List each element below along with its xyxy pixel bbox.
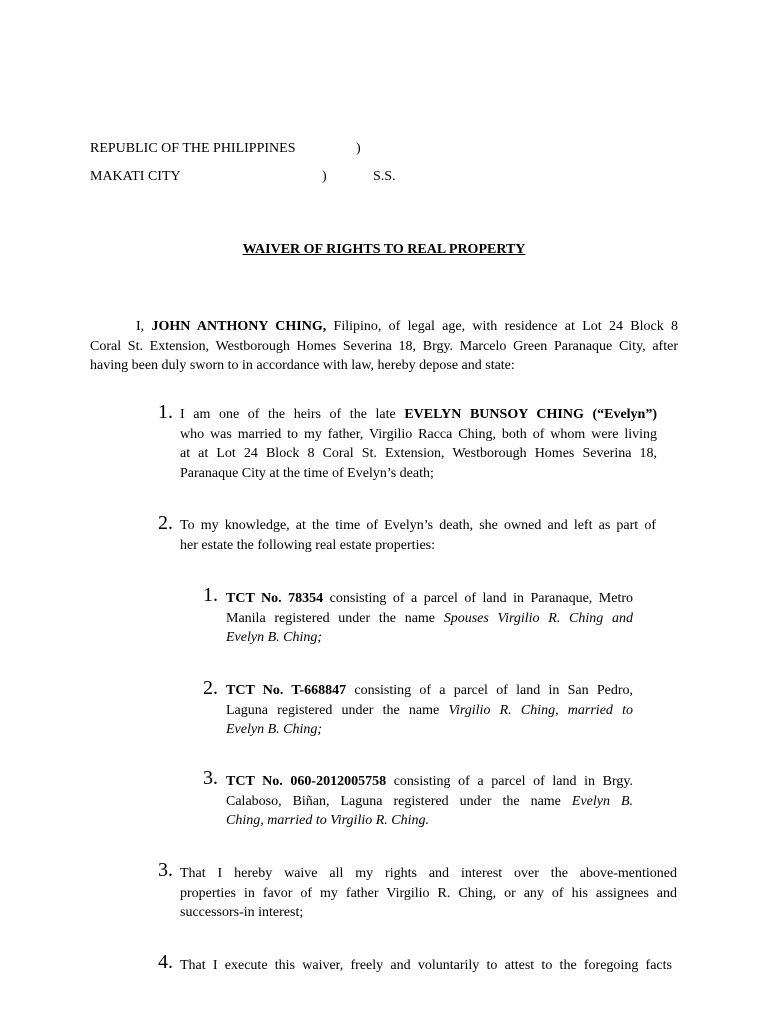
item-1-line-4: Paranaque City at the time of Evelyn’s death; (180, 465, 434, 481)
tct-number: TCT No. 060-2012005758 (226, 774, 387, 789)
subitem-1-line-1 (226, 589, 633, 609)
intro-prefix: I, (136, 319, 152, 334)
subitem-2-text (226, 681, 633, 740)
item-2-line-1: To my knowledge, at the time of Evelyn’s death, she owned and left as part of (180, 518, 656, 533)
affiant-name: JOHN ANTHONY CHING, (151, 319, 327, 334)
item-3-text (180, 864, 677, 923)
intro-line-3: having been duly sworn to in accordance with law, hereby depose and state: (90, 358, 515, 373)
subitem-3-line-1 (226, 772, 633, 792)
item-2-line-2: her estate the following real estate properties: (180, 537, 436, 553)
item-4-text (180, 956, 672, 976)
subitem-3-line-2 (226, 792, 633, 812)
item-1-line-1-pre: I am one of the heirs of the late (180, 407, 405, 422)
subitem-3-number: 3. (203, 767, 218, 789)
header-ss: S.S. (373, 169, 396, 184)
item-3-line-2: properties in favor of my father Virgilio R. Ching, or any of his assignees and (180, 885, 677, 901)
intro-paragraph (90, 317, 678, 376)
intro-line-1-rest: Filipino, of legal age, with residence at Lot 24 Block 8 (326, 319, 679, 334)
item-2-number: 2. (158, 512, 173, 534)
subitem-3-line-2-pre: Calaboso, Biñan, Laguna registered under the name (226, 793, 572, 809)
header-paren-2: ) (322, 169, 327, 184)
subitem-3-line-1-rest: consisting of a parcel of land in Brgy. (386, 774, 633, 789)
item-4-number: 4. (158, 951, 173, 973)
subitem-2-line-1-rest: consisting of a parcel of land in San Pedro, (346, 683, 633, 698)
item-1-text (180, 405, 657, 483)
subitem-2-line-2-pre: Laguna registered under the name (226, 702, 449, 718)
subitem-1-line-2 (226, 609, 633, 629)
tct-number: TCT No. 78354 (226, 591, 324, 606)
item-3-line-3: successors-in interest; (180, 905, 304, 920)
header-city: MAKATI CITY (90, 169, 181, 184)
item-1-line-3: at at Lot 24 Block 8 Coral St. Extension, Westborough Homes Severina 18, (180, 446, 657, 461)
subitem-1-line-3 (226, 628, 633, 648)
registered-owner: Evelyn B. (571, 793, 634, 809)
intro-line-2: Coral St. Extension, Westborough Homes Severina 18, Brgy. Marcelo Green Paranaque City, after (90, 338, 678, 354)
document-title: WAIVER OF RIGHTS TO REAL PROPERTY (242, 242, 526, 257)
subitem-3-text (226, 772, 633, 831)
registered-owner: Virgilio R. Ching, married to (448, 702, 633, 718)
registered-owner-cont: Evelyn B. Ching; (226, 630, 323, 645)
header-paren-1: ) (356, 141, 361, 156)
subitem-2-line-2 (226, 701, 633, 721)
subitem-2-number: 2. (203, 677, 218, 699)
header-republic: REPUBLIC OF THE PHILIPPINES (90, 141, 296, 156)
item-1-line-2: who was married to my father, Virgilio Racca Ching, both of whom were living (180, 426, 657, 442)
item-2-text (180, 516, 656, 555)
item-1-number: 1. (158, 401, 173, 423)
decedent-name: EVELYN BUNSOY CHING (“Evelyn”) (404, 407, 657, 422)
item-4-line-1: That I execute this waiver, freely and voluntarily to attest to the foregoing facts (180, 958, 672, 973)
subitem-1-number: 1. (203, 584, 218, 606)
item-3-number: 3. (158, 859, 173, 881)
registered-owner-cont: Ching, married to Virgilio R. Ching. (226, 813, 430, 828)
subitem-2-line-1 (226, 681, 633, 701)
subitem-3-line-3 (226, 811, 633, 831)
tct-number: TCT No. T-668847 (226, 683, 347, 698)
registered-owner: Spouses Virgilio R. Ching and (443, 610, 633, 626)
registered-owner-cont: Evelyn B. Ching; (226, 722, 323, 737)
item-1-line-1 (180, 405, 657, 425)
subitem-1-line-1-rest: consisting of a parcel of land in Paranaque, Metro (323, 591, 633, 606)
subitem-1-line-2-pre: Manila registered under the name (226, 610, 444, 626)
intro-line-1 (90, 317, 678, 337)
subitem-1-text (226, 589, 633, 648)
item-3-line-1: That I hereby waive all my rights and interest over the above-mentioned (180, 866, 677, 881)
subitem-2-line-3 (226, 720, 633, 740)
